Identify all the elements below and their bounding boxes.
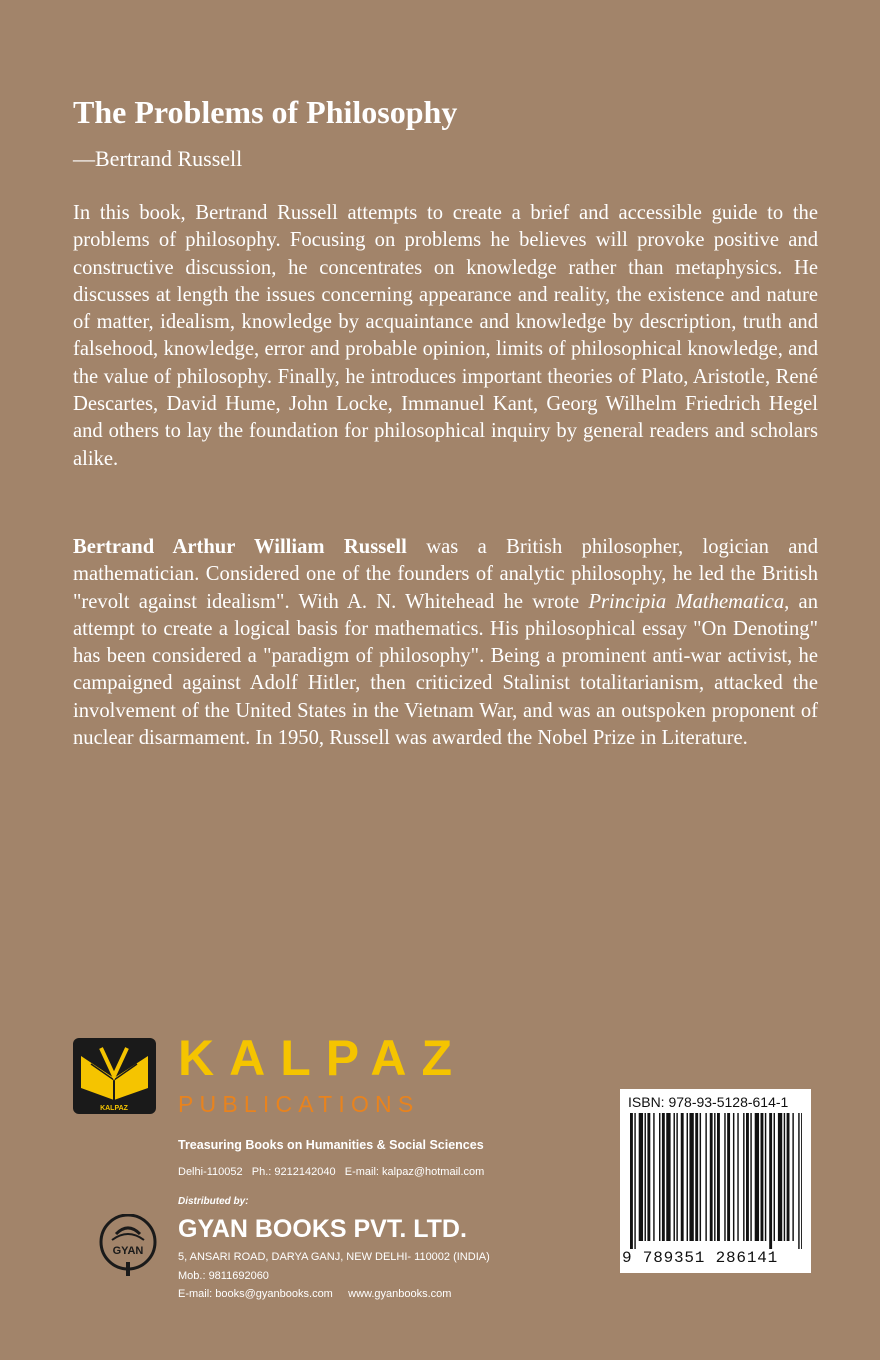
barcode-bar [676,1113,677,1241]
distributor-email-web: E-mail: books@gyanbooks.com www.gyanbooks.com [178,1288,452,1300]
barcode-bar [647,1113,650,1241]
publisher-sub: PUBLICATIONS [178,1091,420,1117]
barcode-bar [662,1113,665,1241]
barcode-bar [714,1113,715,1241]
barcode-bar [743,1113,744,1241]
barcode-bar [710,1113,713,1241]
barcode-bar [784,1113,785,1241]
barcode-bar [666,1113,670,1241]
barcode-bar [659,1113,660,1241]
barcode-bar [687,1113,688,1241]
svg-text:KALPAZ: KALPAZ [100,1105,128,1112]
author-line: —Bertrand Russell [73,146,243,171]
bio-work-title: Principia Mathematica [588,590,785,613]
barcode-bar [634,1113,635,1249]
barcode-bar [787,1113,790,1241]
barcode-bar [681,1113,684,1241]
publisher-tagline: Treasuring Books on Humanities & Social Sciences [178,1138,484,1152]
barcode-bar [630,1113,633,1249]
barcode-bar [724,1113,725,1241]
barcode-bar [705,1113,706,1241]
gyan-logo [96,1214,160,1278]
distributor-mobile: Mob.: 9811692060 [178,1270,269,1282]
barcode-bar [755,1113,759,1241]
isbn-digits: 9 789351 286141 [622,1249,779,1267]
barcode-bar [769,1113,772,1249]
bio-text-1: was a British philosopher, logician and mathematician. Considered one of the founders of analytic philosophy, he led the British "revolt against idealism". With A. N. Whitehead he wrote [73,536,818,613]
barcode-bar [746,1113,749,1241]
barcode-bar [645,1113,646,1241]
svg-text:GYAN: GYAN [112,1245,144,1257]
distributor-name: GYAN BOOKS PVT. LTD. [178,1215,467,1243]
barcode-bar [695,1113,698,1241]
barcode-bar [733,1113,734,1241]
bio-text-2: , an attempt to create a logical basis for mathematics. His philosophical essay "On Denoting" has been considered a "paradigm of philosophy". Being a prominent anti-war activist, he campaigned against Adolf Hitler, then criticized Stalinist totalitarianism, attacked the involvement of the United States in the Vietnam War, and was an outspoken proponent of nuclear disarmament. In 1950, Russell was awarded the Nobel Prize in Literature. [73,590,818,750]
barcode-bar [727,1113,730,1241]
barcode-bar [801,1113,802,1249]
gyan-emblem-icon [96,1214,160,1278]
barcode-bar [639,1113,643,1241]
barcode-bar [689,1113,693,1241]
barcode-bar [750,1113,751,1241]
barcode [620,1089,811,1273]
book-title: The Problems of Philosophy [73,94,458,130]
barcode-bar [765,1113,766,1241]
publisher-contact: Delhi-110052 Ph.: 9212142040 E-mail: kalpaz@hotmail.com [178,1166,485,1178]
barcode-bar [674,1113,675,1241]
publisher-name: KALPAZ [178,1030,468,1086]
book-logo-icon [73,1038,156,1114]
barcode-bar [761,1113,764,1241]
distributor-label: Distributed by: [178,1196,249,1207]
book-description: In this book, Bertrand Russell attempts to create a brief and accessible guide to the problems of philosophy. Focusing on problems he believes will provoke positive and constructive discussion, he concentrates on knowledge rather than metaphysics. He discusses at length the issues concerning appearance and reality, the existence and nature of matter, idealism, knowledge by acquaintance and knowledge by description, truth and falsehood, knowledge, error and probable opinion, limits of philosophical knowledge, and the value of philosophy. Finally, he introduces important theories of Plato, Aristotle, René Descartes, David Hume, John Locke, Immanuel Kant, Georg Wilhelm Friedrich Hegel and others to lay the foundation for philosophical inquiry by general readers and scholars alike. [73,202,818,470]
barcode-bars [630,1113,802,1249]
barcode-bar [798,1113,799,1249]
bio-name: Bertrand Arthur William Russell [73,536,407,558]
author-bio [73,534,818,752]
barcode-bar [778,1113,782,1241]
barcode-bar [737,1113,738,1241]
barcode-bar [717,1113,720,1241]
distributor-address: 5, ANSARI ROAD, DARYA GANJ, NEW DELHI- 110002 (INDIA) [178,1251,490,1263]
barcode-bar [653,1113,654,1241]
kalpaz-logo [73,1038,156,1114]
barcode-bar [774,1113,775,1241]
barcode-bar [700,1113,701,1241]
barcode-bar [792,1113,793,1241]
isbn-label: ISBN: 978-93-5128-614-1 [628,1094,789,1110]
